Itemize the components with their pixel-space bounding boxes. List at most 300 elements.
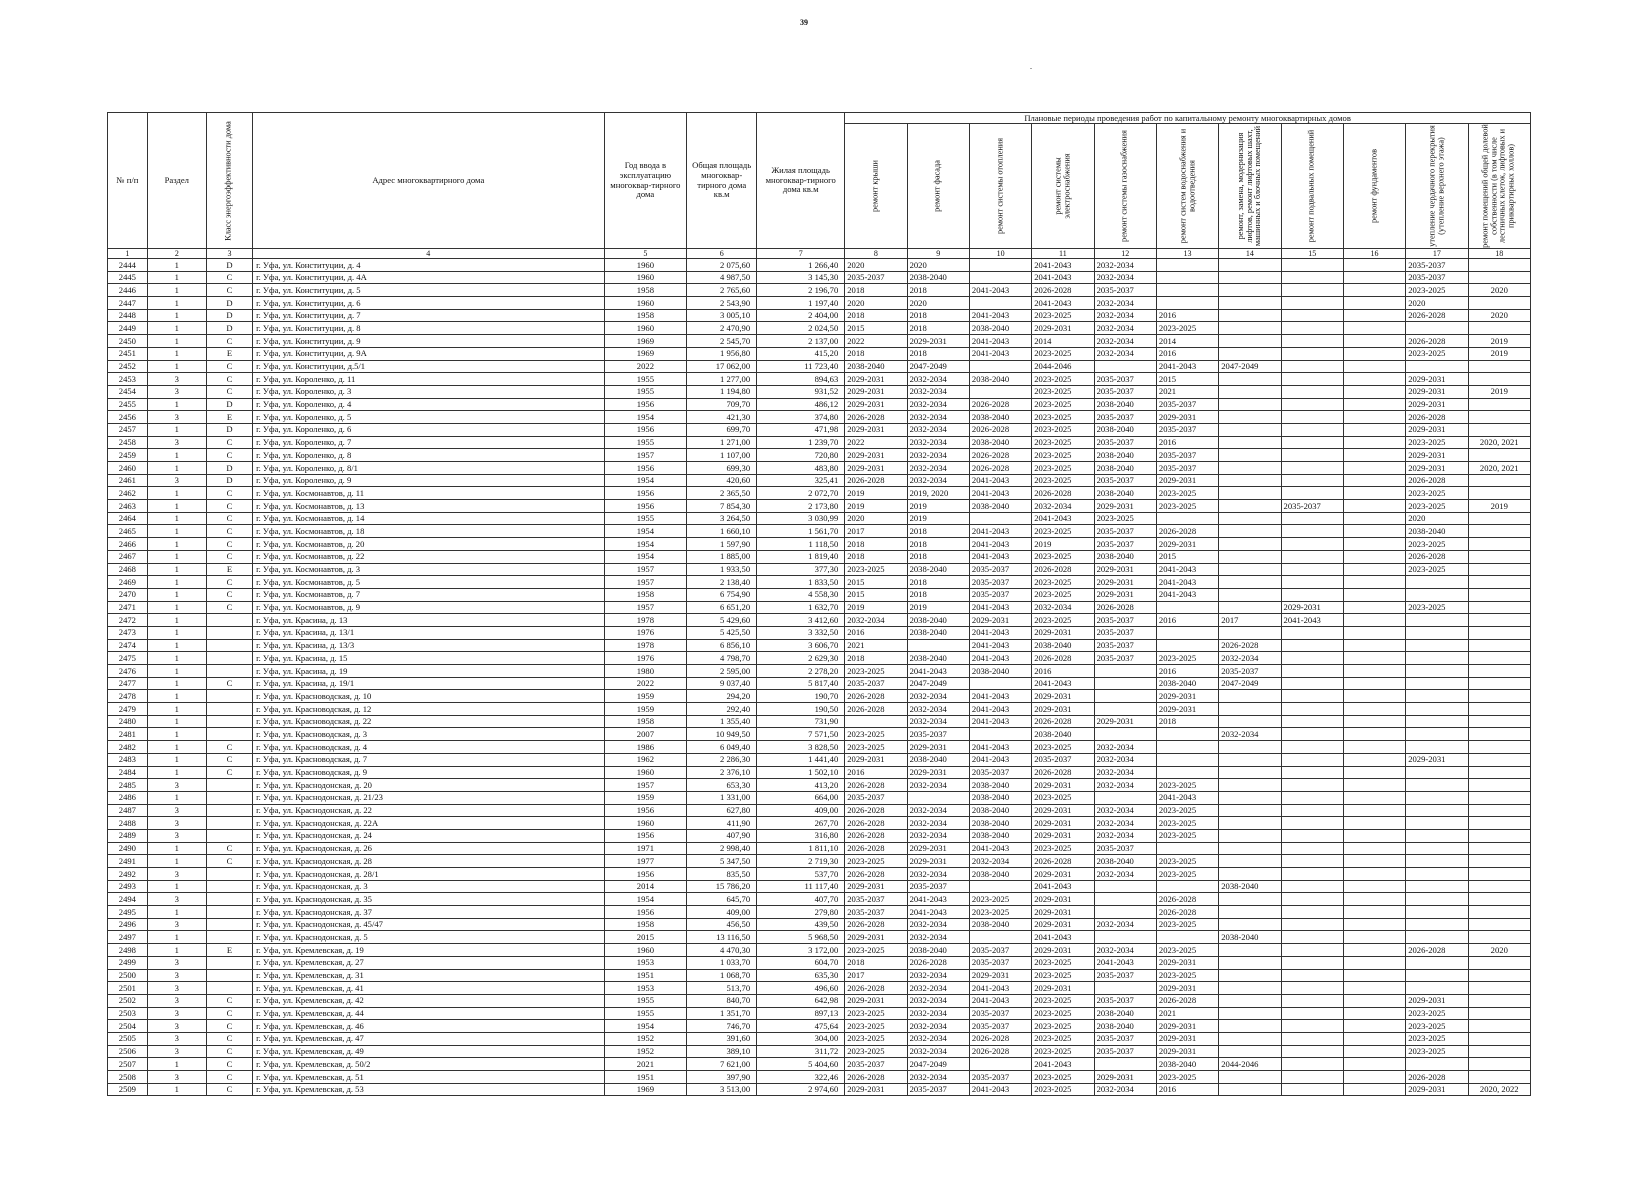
cell-elevators — [1219, 1045, 1281, 1058]
cell-energy-class: C — [206, 550, 252, 563]
cell-address: г. Уфа, ул. Конституции, д. 9А — [253, 347, 604, 360]
cell-year: 1952 — [604, 1032, 687, 1045]
cell-address: г. Уфа, ул. Красноводская, д. 4 — [253, 741, 604, 754]
cell-total-area: 13 116,50 — [687, 931, 757, 944]
cell-facade: 2047-2049 — [907, 677, 969, 690]
cell-foundation — [1343, 347, 1405, 360]
table-row — [108, 576, 1531, 589]
cell-section: 3 — [147, 1045, 206, 1058]
cell-number: 2484 — [108, 766, 148, 779]
cell-elevators — [1219, 576, 1281, 589]
cell-electric: 2023-2025 — [1032, 385, 1094, 398]
cell-living-area: 635,30 — [757, 969, 845, 982]
cell-foundation — [1343, 563, 1405, 576]
cell-address: г. Уфа, ул. Краснодонская, д. 22А — [253, 817, 604, 830]
cell-electric: 2029-2031 — [1032, 804, 1094, 817]
cell-gas: 2032-2034 — [1094, 1083, 1156, 1096]
cell-gas: 2035-2037 — [1094, 1032, 1156, 1045]
cell-attic — [1406, 880, 1468, 893]
table-row — [108, 360, 1531, 373]
cell-common-areas — [1468, 411, 1530, 424]
cell-gas: 2032-2034 — [1094, 309, 1156, 322]
cell-year: 1960 — [604, 259, 687, 272]
cell-basement — [1281, 868, 1343, 881]
cell-energy-class: D — [206, 309, 252, 322]
cell-common-areas — [1468, 918, 1530, 931]
cell-total-area: 17 062,00 — [687, 360, 757, 373]
cell-common-areas: 2019 — [1468, 335, 1530, 348]
cell-number: 2487 — [108, 804, 148, 817]
cell-address: г. Уфа, ул. Космонавтов, д. 5 — [253, 576, 604, 589]
col-number: 9 — [907, 249, 969, 259]
cell-elevators — [1219, 703, 1281, 716]
cell-heating: 2023-2025 — [969, 893, 1031, 906]
cell-common-areas — [1468, 842, 1530, 855]
cell-electric: 2029-2031 — [1032, 626, 1094, 639]
cell-living-area: 3 606,70 — [757, 639, 845, 652]
cell-water: 2016 — [1156, 436, 1218, 449]
cell-heating: 2041-2043 — [969, 525, 1031, 538]
cell-section: 1 — [147, 462, 206, 475]
cell-foundation — [1343, 829, 1405, 842]
cell-electric: 2023-2025 — [1032, 1045, 1094, 1058]
header-address: Адрес многоквартирного дома — [253, 113, 604, 249]
cell-total-area: 5 429,60 — [687, 614, 757, 627]
cell-number: 2501 — [108, 982, 148, 995]
cell-energy-class: C — [206, 436, 252, 449]
table-row — [108, 1071, 1531, 1084]
cell-common-areas — [1468, 1045, 1530, 1058]
cell-common-areas: 2020 — [1468, 309, 1530, 322]
cell-section: 1 — [147, 944, 206, 957]
cell-energy-class — [206, 817, 252, 830]
table-row — [108, 791, 1531, 804]
cell-gas: 2035-2037 — [1094, 411, 1156, 424]
cell-energy-class: D — [206, 259, 252, 272]
cell-roof: 2029-2031 — [845, 462, 907, 475]
table-row — [108, 944, 1531, 957]
cell-energy-class: C — [206, 1007, 252, 1020]
cell-gas: 2035-2037 — [1094, 436, 1156, 449]
table-row — [108, 779, 1531, 792]
cell-gas: 2032-2034 — [1094, 804, 1156, 817]
cell-year: 1955 — [604, 512, 687, 525]
cell-heating: 2041-2043 — [969, 1083, 1031, 1096]
cell-electric: 2041-2043 — [1032, 271, 1094, 284]
cell-energy-class — [206, 982, 252, 995]
cell-electric: 2044-2046 — [1032, 360, 1094, 373]
cell-basement — [1281, 982, 1343, 995]
cell-living-area: 377,30 — [757, 563, 845, 576]
cell-attic: 2026-2028 — [1406, 411, 1468, 424]
cell-attic: 2023-2025 — [1406, 500, 1468, 513]
cell-elevators — [1219, 766, 1281, 779]
cell-total-area: 1 033,70 — [687, 956, 757, 969]
cell-facade: 2019, 2020 — [907, 487, 969, 500]
cell-heating — [969, 385, 1031, 398]
cell-number: 2506 — [108, 1045, 148, 1058]
cell-gas — [1094, 690, 1156, 703]
cell-year: 1957 — [604, 563, 687, 576]
cell-attic — [1406, 626, 1468, 639]
cell-total-area: 645,70 — [687, 893, 757, 906]
cell-total-area: 2 543,90 — [687, 297, 757, 310]
cell-water: 2029-2031 — [1156, 411, 1218, 424]
cell-water: 2041-2043 — [1156, 576, 1218, 589]
cell-basement — [1281, 626, 1343, 639]
cell-attic: 2029-2031 — [1406, 423, 1468, 436]
cell-address: г. Уфа, ул. Краснодонская, д. 35 — [253, 893, 604, 906]
cell-number: 2508 — [108, 1071, 148, 1084]
cell-roof: 2026-2028 — [845, 1071, 907, 1084]
cell-basement — [1281, 297, 1343, 310]
cell-living-area: 407,70 — [757, 893, 845, 906]
cell-number: 2475 — [108, 652, 148, 665]
cell-energy-class — [206, 868, 252, 881]
table-row — [108, 906, 1531, 919]
cell-electric: 2016 — [1032, 665, 1094, 678]
cell-common-areas — [1468, 474, 1530, 487]
cell-heating: 2041-2043 — [969, 284, 1031, 297]
cell-energy-class: C — [206, 1071, 252, 1084]
cell-gas: 2038-2040 — [1094, 550, 1156, 563]
cell-heating — [969, 259, 1031, 272]
header-work-electric-text: ремонт системы электроснабжения — [1053, 153, 1071, 219]
cell-address: г. Уфа, ул. Космонавтов, д. 18 — [253, 525, 604, 538]
cell-energy-class — [206, 906, 252, 919]
cell-common-areas — [1468, 550, 1530, 563]
cell-basement — [1281, 690, 1343, 703]
cell-facade: 2032-2034 — [907, 373, 969, 386]
cell-basement — [1281, 741, 1343, 754]
cell-foundation — [1343, 753, 1405, 766]
cell-energy-class — [206, 779, 252, 792]
cell-total-area: 1 351,70 — [687, 1007, 757, 1020]
cell-foundation — [1343, 703, 1405, 716]
cell-electric: 2023-2025 — [1032, 956, 1094, 969]
cell-foundation — [1343, 449, 1405, 462]
cell-elevators — [1219, 1020, 1281, 1033]
cell-section: 1 — [147, 766, 206, 779]
cell-elevators — [1219, 690, 1281, 703]
cell-section: 3 — [147, 779, 206, 792]
cell-roof: 2019 — [845, 500, 907, 513]
cell-foundation — [1343, 956, 1405, 969]
cell-common-areas: 2020 — [1468, 284, 1530, 297]
cell-basement — [1281, 385, 1343, 398]
cell-water — [1156, 259, 1218, 272]
cell-foundation — [1343, 487, 1405, 500]
cell-address: г. Уфа, ул. Космонавтов, д. 22 — [253, 550, 604, 563]
cell-roof: 2023-2025 — [845, 728, 907, 741]
cell-total-area: 10 949,50 — [687, 728, 757, 741]
cell-roof: 2035-2037 — [845, 1058, 907, 1071]
cell-total-area: 1 331,00 — [687, 791, 757, 804]
cell-year: 1959 — [604, 703, 687, 716]
cell-elevators — [1219, 297, 1281, 310]
cell-address: г. Уфа, ул. Короленко, д. 8 — [253, 449, 604, 462]
cell-gas: 2029-2031 — [1094, 563, 1156, 576]
cell-gas — [1094, 703, 1156, 716]
cell-common-areas — [1468, 956, 1530, 969]
cell-roof: 2023-2025 — [845, 1045, 907, 1058]
cell-year: 1956 — [604, 462, 687, 475]
cell-attic — [1406, 829, 1468, 842]
cell-facade: 2035-2037 — [907, 728, 969, 741]
cell-year: 1955 — [604, 1007, 687, 1020]
cell-living-area: 537,70 — [757, 868, 845, 881]
cell-section: 1 — [147, 652, 206, 665]
cell-year: 1960 — [604, 944, 687, 957]
cell-foundation — [1343, 994, 1405, 1007]
cell-energy-class: C — [206, 525, 252, 538]
cell-total-area: 4 470,30 — [687, 944, 757, 957]
table-row — [108, 309, 1531, 322]
cell-electric: 2026-2028 — [1032, 766, 1094, 779]
cell-foundation — [1343, 309, 1405, 322]
cell-year: 1956 — [604, 398, 687, 411]
cell-attic — [1406, 906, 1468, 919]
cell-foundation — [1343, 779, 1405, 792]
cell-gas: 2035-2037 — [1094, 284, 1156, 297]
cell-common-areas — [1468, 373, 1530, 386]
cell-number: 2452 — [108, 360, 148, 373]
cell-number: 2480 — [108, 715, 148, 728]
cell-gas: 2038-2040 — [1094, 855, 1156, 868]
cell-foundation — [1343, 804, 1405, 817]
cell-energy-class: D — [206, 462, 252, 475]
cell-heating: 2038-2040 — [969, 868, 1031, 881]
cell-common-areas — [1468, 817, 1530, 830]
cell-water — [1156, 842, 1218, 855]
cell-heating: 2035-2037 — [969, 944, 1031, 957]
cell-heating: 2041-2043 — [969, 703, 1031, 716]
header-work-facade-text: ремонт фасада — [932, 160, 942, 212]
cell-heating — [969, 931, 1031, 944]
cell-roof: 2018 — [845, 347, 907, 360]
cell-roof: 2026-2028 — [845, 703, 907, 716]
cell-common-areas — [1468, 423, 1530, 436]
header-work-roof-text: ремонт крыши — [870, 160, 880, 212]
cell-electric: 2032-2034 — [1032, 601, 1094, 614]
cell-roof: 2023-2025 — [845, 1032, 907, 1045]
cell-living-area: 3 828,50 — [757, 741, 845, 754]
cell-total-area: 1 660,10 — [687, 525, 757, 538]
table-row — [108, 982, 1531, 995]
cell-living-area: 5 404,60 — [757, 1058, 845, 1071]
cell-elevators — [1219, 893, 1281, 906]
cell-common-areas — [1468, 322, 1530, 335]
cell-roof: 2029-2031 — [845, 398, 907, 411]
table-row — [108, 829, 1531, 842]
cell-section: 3 — [147, 474, 206, 487]
cell-attic — [1406, 665, 1468, 678]
table-row — [108, 728, 1531, 741]
cell-common-areas — [1468, 677, 1530, 690]
table-row — [108, 703, 1531, 716]
cell-section: 1 — [147, 297, 206, 310]
cell-electric: 2029-2031 — [1032, 690, 1094, 703]
table-row — [108, 474, 1531, 487]
cell-section: 1 — [147, 525, 206, 538]
cell-foundation — [1343, 322, 1405, 335]
cell-heating: 2035-2037 — [969, 588, 1031, 601]
cell-heating: 2032-2034 — [969, 855, 1031, 868]
cell-attic — [1406, 779, 1468, 792]
cell-electric: 2041-2043 — [1032, 880, 1094, 893]
cell-water: 2029-2031 — [1156, 1045, 1218, 1058]
cell-common-areas — [1468, 398, 1530, 411]
cell-gas: 2035-2037 — [1094, 614, 1156, 627]
cell-living-area: 483,80 — [757, 462, 845, 475]
cell-total-area: 1 107,00 — [687, 449, 757, 462]
cell-gas: 2035-2037 — [1094, 538, 1156, 551]
cell-gas: 2032-2034 — [1094, 829, 1156, 842]
cell-living-area: 5 968,50 — [757, 931, 845, 944]
cell-facade: 2032-2034 — [907, 969, 969, 982]
cell-heating: 2023-2025 — [969, 906, 1031, 919]
table-row — [108, 652, 1531, 665]
cell-roof: 2023-2025 — [845, 1007, 907, 1020]
cell-year: 1986 — [604, 741, 687, 754]
cell-energy-class — [206, 665, 252, 678]
cell-section: 1 — [147, 550, 206, 563]
cell-roof: 2026-2028 — [845, 804, 907, 817]
cell-water — [1156, 931, 1218, 944]
cell-year: 2014 — [604, 880, 687, 893]
cell-living-area: 11 723,40 — [757, 360, 845, 373]
cell-energy-class: C — [206, 385, 252, 398]
cell-electric: 2023-2025 — [1032, 1071, 1094, 1084]
cell-foundation — [1343, 944, 1405, 957]
cell-energy-class — [206, 614, 252, 627]
cell-section: 1 — [147, 677, 206, 690]
cell-facade: 2032-2034 — [907, 1007, 969, 1020]
cell-section: 1 — [147, 398, 206, 411]
header-section: Раздел — [147, 113, 206, 249]
cell-section: 3 — [147, 817, 206, 830]
cell-heating: 2041-2043 — [969, 347, 1031, 360]
cell-facade: 2018 — [907, 550, 969, 563]
cell-roof: 2026-2028 — [845, 779, 907, 792]
cell-address: г. Уфа, ул. Красноводская, д. 7 — [253, 753, 604, 766]
cell-number: 2444 — [108, 259, 148, 272]
cell-roof: 2023-2025 — [845, 944, 907, 957]
cell-basement — [1281, 462, 1343, 475]
cell-water: 2026-2028 — [1156, 994, 1218, 1007]
cell-foundation — [1343, 538, 1405, 551]
cell-gas: 2032-2034 — [1094, 817, 1156, 830]
cell-roof — [845, 715, 907, 728]
cell-basement — [1281, 436, 1343, 449]
cell-common-areas — [1468, 259, 1530, 272]
cell-year: 1953 — [604, 982, 687, 995]
cell-facade: 2038-2040 — [907, 563, 969, 576]
cell-heating: 2026-2028 — [969, 423, 1031, 436]
header-work-basement-text: ремонт подвальных помещений — [1306, 129, 1316, 243]
cell-common-areas — [1468, 791, 1530, 804]
cell-foundation — [1343, 1007, 1405, 1020]
table-row — [108, 994, 1531, 1007]
cell-total-area: 4 798,70 — [687, 652, 757, 665]
cell-basement — [1281, 829, 1343, 842]
cell-roof: 2021 — [845, 639, 907, 652]
cell-elevators: 2032-2034 — [1219, 652, 1281, 665]
cell-attic — [1406, 931, 1468, 944]
cell-section: 1 — [147, 423, 206, 436]
cell-roof: 2026-2028 — [845, 982, 907, 995]
cell-heating: 2038-2040 — [969, 779, 1031, 792]
cell-year: 1956 — [604, 804, 687, 817]
cell-roof: 2035-2037 — [845, 893, 907, 906]
cell-year: 1976 — [604, 626, 687, 639]
cell-number: 2482 — [108, 741, 148, 754]
cell-total-area: 835,50 — [687, 868, 757, 881]
cell-energy-class: C — [206, 512, 252, 525]
cell-year: 1956 — [604, 500, 687, 513]
cell-heating: 2038-2040 — [969, 373, 1031, 386]
cell-elevators — [1219, 385, 1281, 398]
cell-roof: 2015 — [845, 322, 907, 335]
col-number: 11 — [1032, 249, 1094, 259]
cell-water: 2023-2025 — [1156, 779, 1218, 792]
cell-section: 1 — [147, 639, 206, 652]
cell-basement — [1281, 665, 1343, 678]
cell-common-areas — [1468, 829, 1530, 842]
cell-living-area: 4 558,30 — [757, 588, 845, 601]
cell-address: г. Уфа, ул. Красноводская, д. 3 — [253, 728, 604, 741]
cell-roof: 2032-2034 — [845, 614, 907, 627]
cell-electric: 2023-2025 — [1032, 373, 1094, 386]
cell-common-areas — [1468, 652, 1530, 665]
cell-electric: 2029-2031 — [1032, 906, 1094, 919]
cell-electric: 2023-2025 — [1032, 347, 1094, 360]
table-row — [108, 512, 1531, 525]
cell-basement: 2035-2037 — [1281, 500, 1343, 513]
cell-address: г. Уфа, ул. Кремлевская, д. 46 — [253, 1020, 604, 1033]
cell-basement — [1281, 1045, 1343, 1058]
header-work-common-areas — [1468, 124, 1530, 249]
cell-electric: 2026-2028 — [1032, 563, 1094, 576]
cell-year: 1960 — [604, 297, 687, 310]
cell-total-area: 411,90 — [687, 817, 757, 830]
cell-attic — [1406, 855, 1468, 868]
cell-facade: 2032-2034 — [907, 1032, 969, 1045]
cell-address: г. Уфа, ул. Конституции, д. 8 — [253, 322, 604, 335]
cell-total-area: 840,70 — [687, 994, 757, 1007]
cell-roof: 2035-2037 — [845, 677, 907, 690]
cell-living-area: 1 266,40 — [757, 259, 845, 272]
cell-energy-class — [206, 690, 252, 703]
cell-roof: 2029-2031 — [845, 753, 907, 766]
cell-elevators — [1219, 601, 1281, 614]
cell-number: 2496 — [108, 918, 148, 931]
table-row — [108, 715, 1531, 728]
cell-address: г. Уфа, ул. Космонавтов, д. 20 — [253, 538, 604, 551]
cell-energy-class: C — [206, 271, 252, 284]
cell-facade: 2032-2034 — [907, 703, 969, 716]
table-row — [108, 690, 1531, 703]
cell-total-area: 5 347,50 — [687, 855, 757, 868]
cell-energy-class: C — [206, 842, 252, 855]
cell-living-area: 316,80 — [757, 829, 845, 842]
cell-basement — [1281, 588, 1343, 601]
cell-elevators: 2038-2040 — [1219, 880, 1281, 893]
header-energy-class — [206, 113, 252, 249]
cell-attic: 2026-2028 — [1406, 474, 1468, 487]
cell-foundation — [1343, 880, 1405, 893]
cell-total-area: 709,70 — [687, 398, 757, 411]
